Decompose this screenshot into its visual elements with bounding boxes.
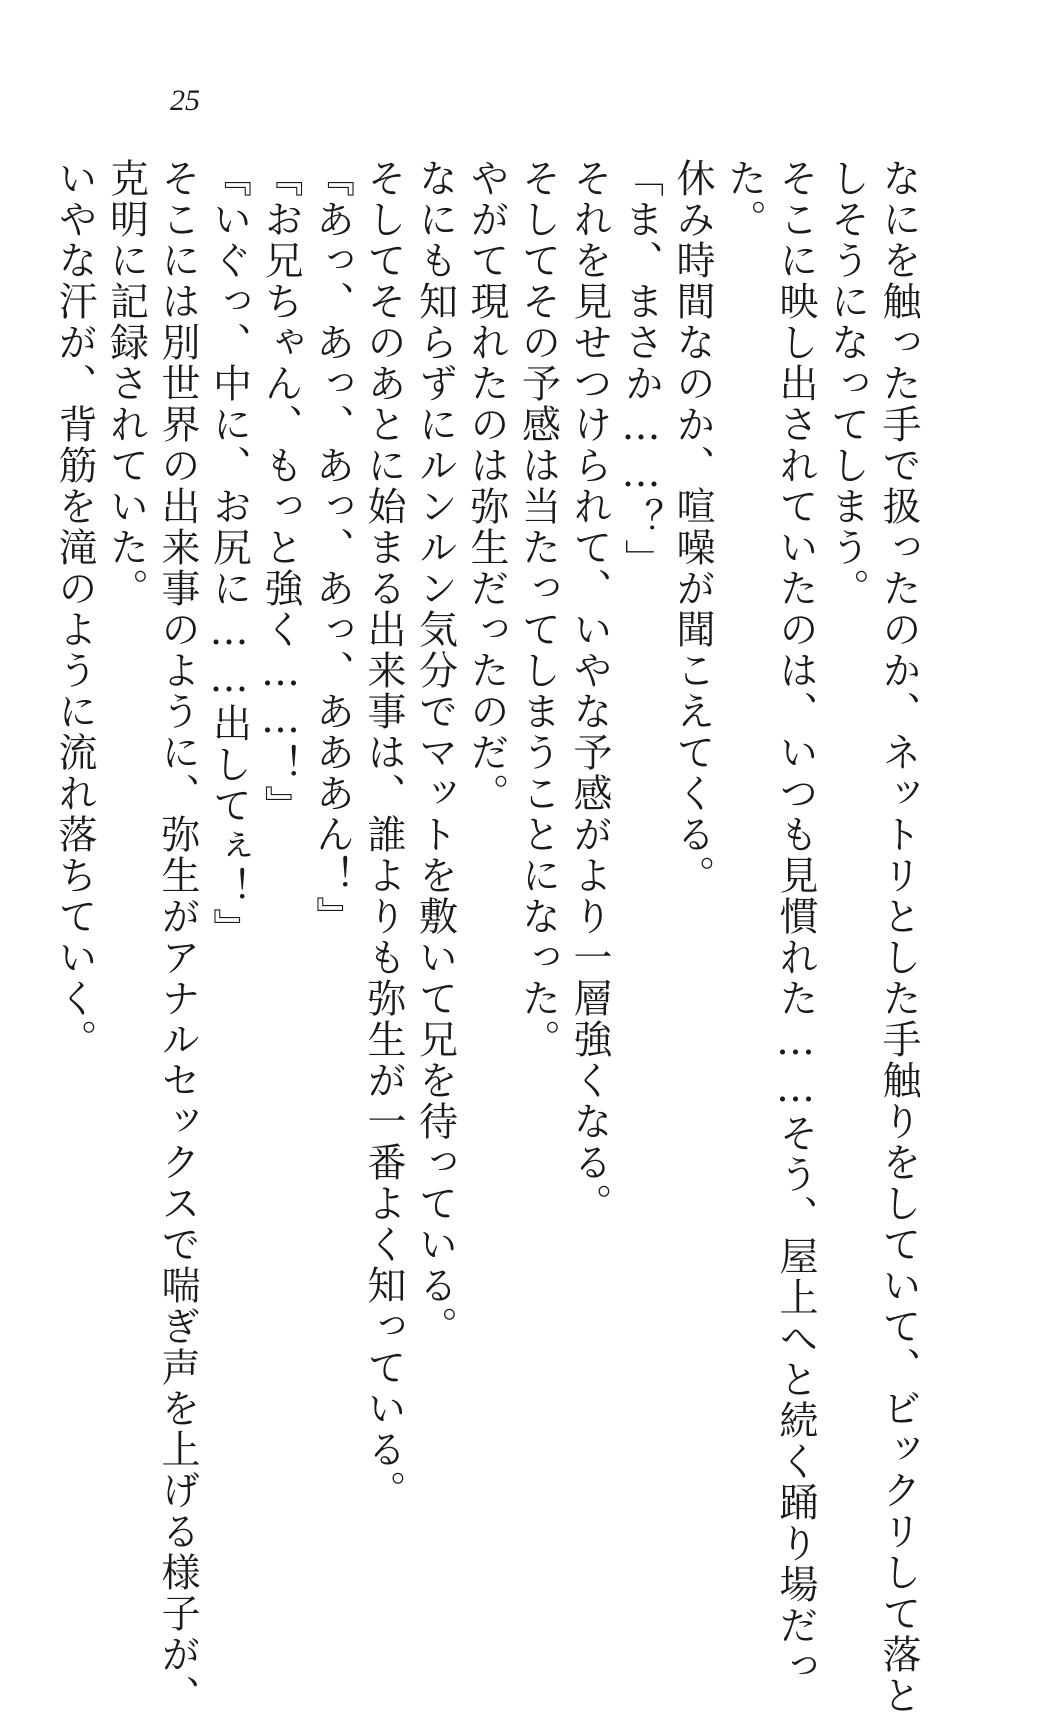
text-line: しそうになってしまう。 [824,158,870,609]
text-line: 休み時間なのか、喧噪が聞こえてくる。 [670,158,715,896]
text-line: 『いぐっ、中に、お尻に……出してぇ！』 [206,158,252,949]
page-number: 25 [170,84,200,117]
text-line: 『あっ、あっ、あっ、あっ、あああん！』 [309,158,355,937]
text-line: 克明に記録されていた。 [103,158,149,609]
text-line: そこには別世界の出来事のように、弥生がアナルセックスで喘ぎ声を上げる様子が、 [155,158,200,1716]
text-line: やがて現れたのは弥生だったのだ。 [464,158,509,814]
text-line: そこに映し出されていたのは、いつも見慣れた……そう、屋上へと続く踊り場だっ [773,158,818,1687]
text-line: た。 [721,158,767,240]
text-line: そしてその予感は当たってしまうことになった。 [515,158,561,1060]
text-line: それを見せつけられて、いやな予感がより一層強くなる。 [567,158,612,1224]
text-line: なにも知らずにルンルン気分でマットを敷いて兄を待っている。 [412,158,458,1347]
text-line: そしてそのあとに始まる出来事は、誰よりも弥生が一番よく知っている。 [361,158,406,1511]
text-line: 『お兄ちゃん、もっと強く……！』 [258,158,303,826]
novel-text-body [52,158,924,1716]
text-line: 「ま、まさか……？」 [618,158,664,580]
text-line: いやな汗が、背筋を滝のように流れ落ちていく。 [52,158,97,1060]
text-line: なにを触った手で扱ったのか、ネットリとした手触りをしていて、ビックリして落と [876,158,921,1716]
